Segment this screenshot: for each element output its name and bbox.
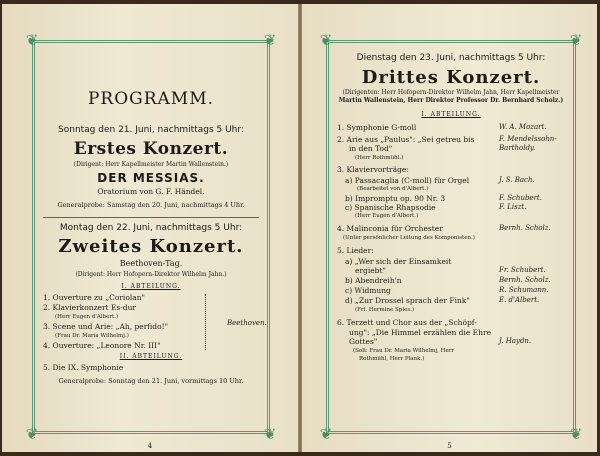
page-number: 4: [147, 442, 153, 450]
program-item: 2. Arie aus „Paulus": „Sei getreu bis: [337, 135, 475, 144]
program-item: 6. Terzett und Chor aus der „Schöpf-: [337, 318, 477, 327]
concert3-date: Dienstag den 23. Juni, nachmittags 5 Uhr:: [356, 53, 546, 63]
right-page: [302, 4, 597, 452]
program-item: b) Impromptu op. 90 Nr. 3: [345, 194, 446, 203]
program-item: 5. Die IX. Symphonie: [43, 363, 124, 372]
concert1-composer: Oratorium von G. F. Händel.: [97, 187, 205, 196]
corner-ornament-icon: ❦: [263, 425, 277, 443]
program-item: d) „Zur Drossel sprach der Fink": [345, 296, 470, 305]
concert3-title: Drittes Konzert.: [361, 67, 541, 88]
performer-note: (Frl. Hermine Spies.): [355, 307, 415, 313]
composer-name: J. S. Bach.: [499, 176, 535, 184]
program-item: 4. Malinconia für Orchester: [337, 224, 443, 233]
concert2-rehearsal: Generalprobe: Sonntag den 21. Juni, vormittags 10 Uhr.: [58, 377, 244, 385]
left-page-frame: [25, 31, 277, 443]
program-item: 3. Klaviervorträge:: [337, 165, 409, 174]
concert2-title: Zweites Konzert.: [58, 236, 244, 257]
program-item: 1. Symphonie G-moll: [337, 123, 417, 132]
composer-name: E. d'Albert.: [499, 296, 540, 304]
program-item: b) Abendreih'n: [345, 276, 402, 285]
concert2-subtitle: Beethoven-Tag.: [119, 259, 183, 268]
brace: [205, 294, 206, 350]
program-heading: PROGRAMM.: [87, 89, 215, 109]
program-item: 2. Klavierkonzert Es-dur: [43, 303, 137, 312]
left-page: [2, 4, 298, 452]
composer-name: J. Haydn.: [499, 337, 532, 345]
part2-header: II. ABTEILUNG.: [119, 353, 183, 360]
corner-ornament-icon: ❦: [263, 31, 277, 49]
corner-ornament-icon: ❦: [569, 31, 583, 49]
program-item: 1. Ouverture zu „Coriolan": [43, 293, 145, 302]
divider: [43, 217, 259, 218]
program-item: a) „Wer sich der Einsamkeit: [345, 257, 452, 266]
concert3-conductors: Martin Wallenstein, Herr Direktor Professor Dr. Bernhard Scholz.): [338, 97, 564, 104]
composer-name: Bernh. Scholz.: [499, 276, 551, 284]
composer-name: F. Mendelssohn-: [499, 135, 557, 143]
part1-header: I. ABTEILUNG.: [121, 283, 181, 290]
composer-name: W. A. Mozart.: [499, 123, 547, 131]
performer-note: (Frau Dr. Maria Wilhelmj.): [55, 333, 129, 339]
composer-name: Bartholdy.: [499, 144, 536, 152]
program-item: 3. Scene und Arie: „Ah, perfido!": [43, 322, 169, 331]
corner-ornament-icon: ❦: [319, 31, 333, 49]
page-number: 5: [447, 442, 452, 450]
part1-header: I. ABTEILUNG.: [421, 111, 481, 118]
corner-ornament-icon: ❦: [569, 425, 583, 443]
concert2-date: Montag den 22. Juni, nachmittags 5 Uhr:: [59, 223, 243, 233]
program-item: c) Widmung: [345, 286, 391, 295]
performer-note: (Soli: Frau Dr. Maria Wilhelmj, Herr: [353, 348, 454, 354]
program-item: ergiebt": [355, 266, 386, 275]
composer-name: Fr. Schubert.: [499, 266, 546, 274]
program-item: 4. Ouverture: „Leonore Nr. III": [43, 341, 161, 350]
concert1-work: DER MESSIAS.: [97, 171, 205, 185]
concert1-conductor: (Dirigent: Herr Kapellmeister Martin Wallenstein.): [73, 161, 229, 168]
concert1-rehearsal: Generalprobe: Samstag den 20. Juni, nachmittags 4 Uhr.: [57, 201, 245, 209]
concert1-date: Sonntag den 21. Juni, nachmittags 5 Uhr:: [58, 125, 244, 135]
composer-name: F. Liszt.: [499, 203, 527, 211]
composer-name: F. Schubert.: [499, 194, 542, 202]
corner-ornament-icon: ❦: [25, 425, 39, 443]
corner-ornament-icon: ❦: [319, 425, 333, 443]
performer-note: (Herr Rothmühl.): [355, 155, 404, 161]
composer-name: Bernh. Scholz.: [499, 224, 551, 232]
program-item: ung": „Die Himmel erzählen die Ehre: [349, 328, 492, 337]
performer-note: (Herr Eugen d'Albert.): [355, 213, 419, 219]
concert1-title: Erstes Konzert.: [73, 139, 229, 159]
performer-note: (Herr Eugen d'Albert.): [55, 314, 119, 320]
program-item: 5. Lieder:: [337, 246, 374, 255]
concert3-conductors: (Dirigenten: Herr Hofopern-Direktor Wilhelm Jahn, Herr Kapellmeister: [342, 89, 560, 96]
program-item: a) Passacaglia (C-moll) für Orgel: [345, 176, 470, 185]
corner-ornament-icon: ❦: [25, 31, 39, 49]
program-item: c) Spanische Rhapsodie: [345, 203, 436, 212]
program-item: Gottes": [349, 337, 378, 346]
composer-name: Beethoven.: [227, 319, 267, 327]
performer-note: (Unter persönlicher Leitung des Komponisten.): [343, 235, 475, 241]
right-page-frame: [319, 31, 583, 443]
program-item: in den Tod": [349, 144, 393, 153]
concert2-conductor: (Dirigent: Herr Hofopern-Direktor Wilhelm Jahn.): [75, 271, 227, 278]
composer-name: R. Schumann.: [499, 286, 549, 294]
performer-note: (Bearbeitet von d'Albert.): [357, 186, 429, 192]
performer-note: Rothmühl, Herr Plank.): [359, 356, 425, 362]
